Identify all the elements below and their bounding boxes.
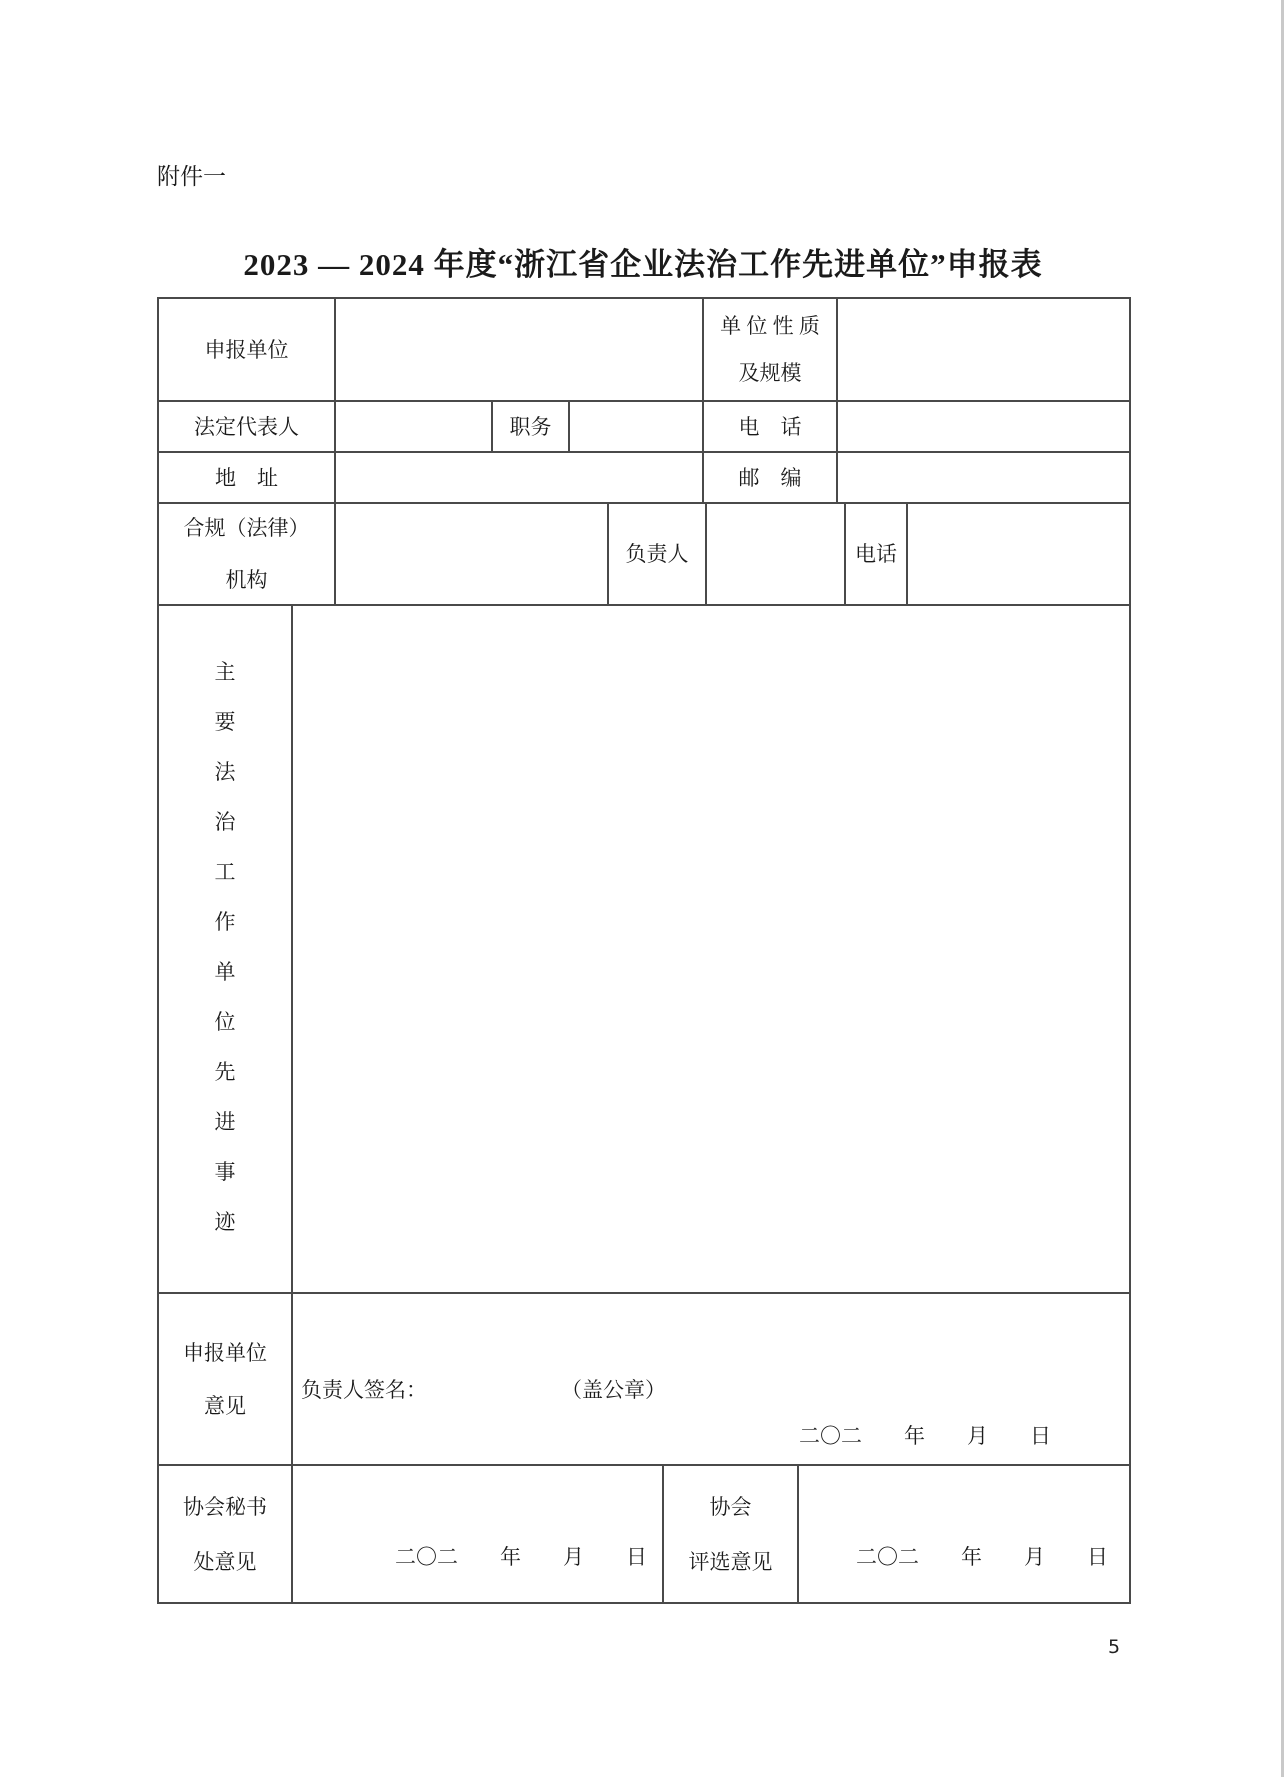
- row-legal-representative: [159, 402, 1129, 453]
- applicant-unit-value-cell: [336, 299, 704, 400]
- unit-nature-label: 单 位 性 质 及规模: [704, 299, 838, 400]
- main-deeds-label: 主 要 法 治 工 作 单 位 先 进 事 迹: [159, 606, 293, 1292]
- row-compliance-org: [159, 504, 1129, 606]
- main-deeds-content-cell: [293, 606, 1129, 1292]
- applicant-unit-label: 申报单位: [159, 299, 336, 400]
- postcode-value-cell: [838, 453, 1129, 502]
- secretariat-opinion-label: 协会秘书 处意见: [159, 1466, 293, 1602]
- row-main-deeds: [159, 606, 1129, 1294]
- secretariat-opinion-content-cell: [293, 1466, 664, 1602]
- applicant-opinion-content-cell: [293, 1294, 1129, 1464]
- unit-nature-value-cell: [838, 299, 1129, 400]
- application-form-table: [157, 297, 1131, 1604]
- association-selection-label: 协会 评选意见: [664, 1466, 799, 1602]
- phone-label: 电 话: [704, 402, 838, 451]
- address-label: 地 址: [159, 453, 336, 502]
- compliance-org-label: 合规（法律） 机构: [159, 504, 336, 604]
- compliance-head-label: 负责人: [609, 504, 707, 604]
- row-applicant-unit: [159, 299, 1129, 402]
- seal-label: （盖公章）: [561, 1378, 666, 1402]
- duty-value-cell: [570, 402, 704, 451]
- row-address: [159, 453, 1129, 504]
- address-value-cell: [336, 453, 704, 502]
- compliance-phone-label: 电话: [846, 504, 908, 604]
- postcode-label: 邮 编: [704, 453, 838, 502]
- legal-representative-value-cell: [336, 402, 493, 451]
- compliance-head-value-cell: [707, 504, 846, 604]
- compliance-phone-value-cell: [908, 504, 1129, 604]
- association-selection-content-cell: [799, 1466, 1129, 1602]
- page-number: 5: [1108, 1636, 1121, 1658]
- applicant-opinion-date: 二〇二 年 月 日: [799, 1424, 1051, 1448]
- applicant-opinion-label: 申报单位 意见: [159, 1294, 293, 1464]
- phone-value-cell: [838, 402, 1129, 451]
- sign-label: 负责人签名：: [301, 1378, 427, 1402]
- compliance-org-value-cell: [336, 504, 609, 604]
- legal-representative-label: 法定代表人: [159, 402, 336, 451]
- secretariat-opinion-date: 二〇二 年 月 日: [395, 1545, 647, 1569]
- association-selection-date: 二〇二 年 月 日: [856, 1545, 1108, 1569]
- row-applicant-opinion: [159, 1294, 1129, 1466]
- form-title: 2023 — 2024 年度“浙江省企业法治工作先进单位”申报表: [243, 247, 1043, 282]
- attachment-label: 附件一: [157, 164, 226, 189]
- row-association-opinions: [159, 1466, 1129, 1602]
- duty-label: 职务: [493, 402, 570, 451]
